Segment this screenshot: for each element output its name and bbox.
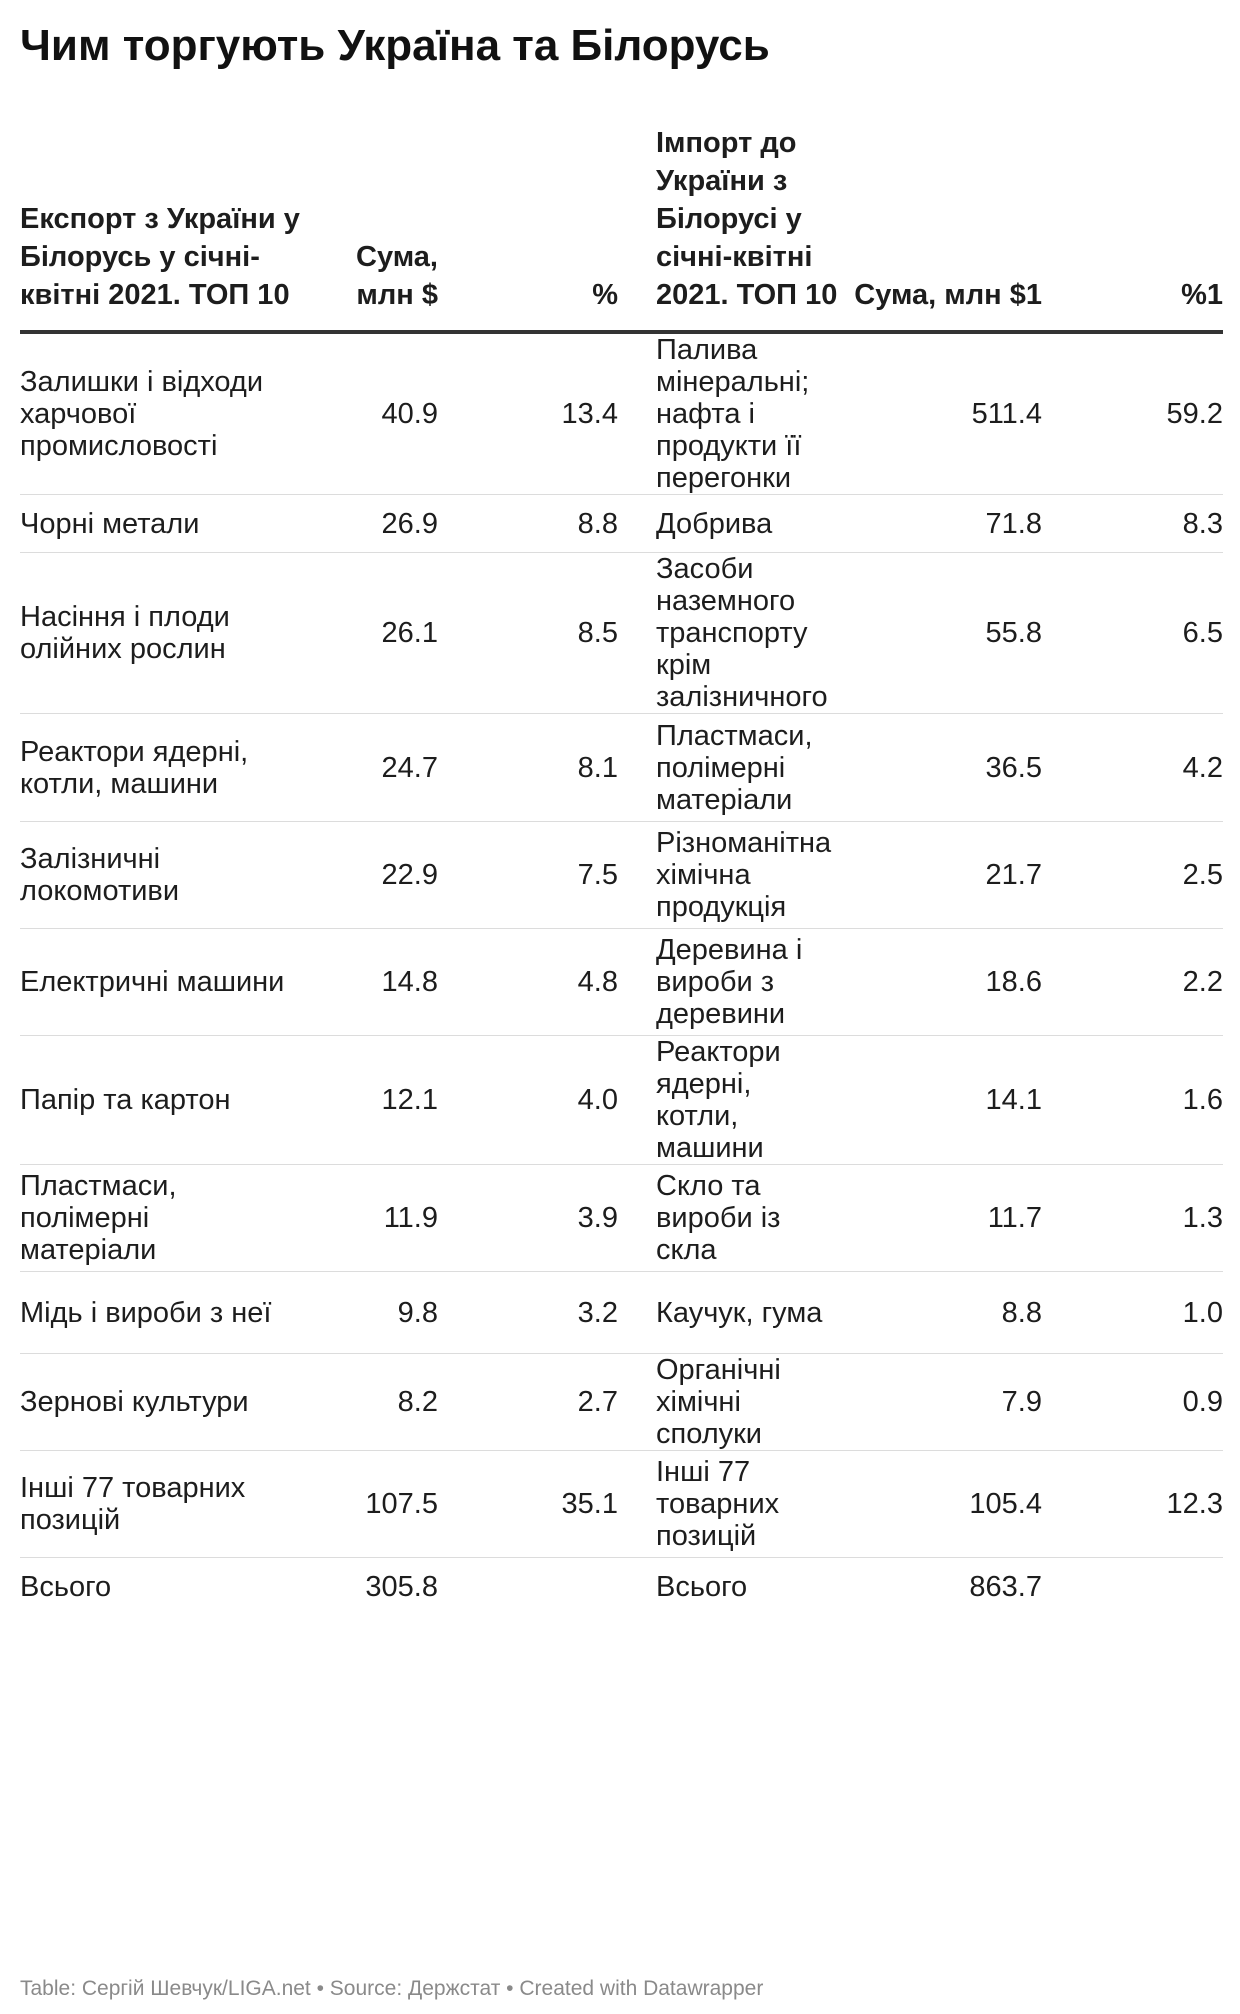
export-name-cell: Реактори ядерні, котли, машини: [20, 714, 300, 822]
table-row: [20, 553, 1223, 714]
export-sum-cell: 11.9: [300, 1165, 438, 1272]
export-pct-cell: 35.1: [438, 1451, 618, 1558]
import-pct-cell: 8.3: [1042, 495, 1223, 553]
import-sum-cell: 71.8: [843, 495, 1042, 553]
export-sum-cell: 22.9: [300, 822, 438, 929]
import-pct-cell: 2.5: [1042, 822, 1223, 929]
import-pct-cell: 1.0: [1042, 1272, 1223, 1354]
export-sum-cell: 14.8: [300, 929, 438, 1036]
export-pct-cell: 4.0: [438, 1036, 618, 1165]
export-name-cell: Залишки і відходи харчової промисловості: [20, 332, 300, 495]
table-row: [20, 1272, 1223, 1354]
import-name-cell: Скло та вироби із скла: [618, 1165, 843, 1272]
table-row: [20, 1451, 1223, 1558]
import-name-cell: Добрива: [618, 495, 843, 553]
import-name-cell: Різноманітна хімічна продукція: [618, 822, 843, 929]
import-name-cell: Засоби наземного транспорту крім залізничного: [618, 553, 843, 714]
import-pct-cell: 1.3: [1042, 1165, 1223, 1272]
table-row: [20, 1165, 1223, 1272]
table-row: [20, 929, 1223, 1036]
export-pct-cell: [438, 1558, 618, 1616]
header-export-sum: Сума, млн $: [300, 124, 438, 332]
header-export-pct: %: [438, 124, 618, 332]
export-pct-cell: 13.4: [438, 332, 618, 495]
export-sum-cell: 40.9: [300, 332, 438, 495]
import-name-cell: Пластмаси, полімерні матеріали: [618, 714, 843, 822]
export-pct-cell: 3.9: [438, 1165, 618, 1272]
import-sum-cell: 11.7: [843, 1165, 1042, 1272]
export-sum-cell: 26.9: [300, 495, 438, 553]
import-pct-cell: 12.3: [1042, 1451, 1223, 1558]
import-pct-cell: 1.6: [1042, 1036, 1223, 1165]
table-row: [20, 332, 1223, 495]
import-sum-cell: 863.7: [969, 1570, 1042, 1603]
import-sum-cell: 7.9: [843, 1354, 1042, 1451]
import-sum-cell: 21.7: [843, 822, 1042, 929]
export-pct-cell: 3.2: [438, 1272, 618, 1354]
import-name-cell: Палива мінеральні; нафта і продукти її перегонки: [618, 332, 843, 495]
header-import-pct: %1: [1042, 124, 1223, 332]
header-import-name: Імпорт до України з Білорусі у січні-квітні 2021. ТОП 10: [618, 124, 843, 332]
table-row: [20, 495, 1223, 553]
table-row: [20, 1354, 1223, 1451]
import-name-cell: Реактори ядерні, котли, машини: [618, 1036, 843, 1165]
export-name-cell: Зернові культури: [20, 1354, 300, 1451]
import-sum-cell: 18.6: [843, 929, 1042, 1036]
import-sum-cell: 55.8: [843, 553, 1042, 714]
import-pct-cell: 0.9: [1042, 1354, 1223, 1451]
import-name-cell: Каучук, гума: [618, 1272, 843, 1354]
import-name-cell: Всього: [656, 1570, 748, 1603]
import-pct-cell: 59.2: [1042, 332, 1223, 495]
table-row: [20, 822, 1223, 929]
export-name-cell: Мідь і вироби з неї: [20, 1272, 300, 1354]
footer-credits: Table: Сергій Шевчук/LIGA.net • Source: Держстат • Created with Datawrapper: [20, 1977, 764, 2000]
export-name-cell: Інші 77 товарних позицій: [20, 1451, 300, 1558]
import-pct-cell: 2.2: [1042, 929, 1223, 1036]
export-sum-cell: 24.7: [300, 714, 438, 822]
export-name-cell: Залізничні локомотиви: [20, 822, 300, 929]
import-pct-cell: [1042, 1558, 1223, 1616]
export-name-cell: Всього: [20, 1570, 112, 1603]
header-export-name: Експорт з України у Білорусь у січні-квітні 2021. ТОП 10: [20, 124, 300, 332]
import-name-cell: Інші 77 товарних позицій: [618, 1451, 843, 1558]
export-sum-cell: 305.8: [365, 1570, 438, 1603]
import-pct-cell: 6.5: [1042, 553, 1223, 714]
export-pct-cell: 7.5: [438, 822, 618, 929]
import-sum-cell: 105.4: [843, 1451, 1042, 1558]
export-pct-cell: 2.7: [438, 1354, 618, 1451]
export-sum-cell: 9.8: [300, 1272, 438, 1354]
export-pct-cell: 8.5: [438, 553, 618, 714]
export-sum-cell: 8.2: [300, 1354, 438, 1451]
import-sum-cell: 8.8: [843, 1272, 1042, 1354]
export-name-cell: Електричні машини: [20, 929, 300, 1036]
import-sum-cell: 511.4: [843, 332, 1042, 495]
header-import-sum: Сума, млн $1: [843, 124, 1042, 332]
export-pct-cell: 8.8: [438, 495, 618, 553]
export-sum-cell: 107.5: [300, 1451, 438, 1558]
table-row: [20, 1036, 1223, 1165]
import-name-cell: Органічні хімічні сполуки: [618, 1354, 843, 1451]
export-name-cell: Насіння і плоди олійних рослин: [20, 553, 300, 714]
export-name-cell: Папір та картон: [20, 1036, 300, 1165]
table-row: [20, 714, 1223, 822]
export-sum-cell: 12.1: [300, 1036, 438, 1165]
export-pct-cell: 4.8: [438, 929, 618, 1036]
import-pct-cell: 4.2: [1042, 714, 1223, 822]
import-sum-cell: 36.5: [843, 714, 1042, 822]
table-title: Чим торгують Україна та Білорусь: [20, 21, 770, 70]
trade-table: [20, 124, 1223, 1616]
import-name-cell: Деревина і вироби з деревини: [618, 929, 843, 1036]
header-row: [20, 124, 1223, 332]
export-pct-cell: 8.1: [438, 714, 618, 822]
import-sum-cell: 14.1: [843, 1036, 1042, 1165]
export-name-cell: Чорні метали: [20, 495, 300, 553]
export-sum-cell: 26.1: [300, 553, 438, 714]
export-name-cell: Пластмаси, полімерні матеріали: [20, 1165, 300, 1272]
total-row: [20, 1558, 1223, 1616]
